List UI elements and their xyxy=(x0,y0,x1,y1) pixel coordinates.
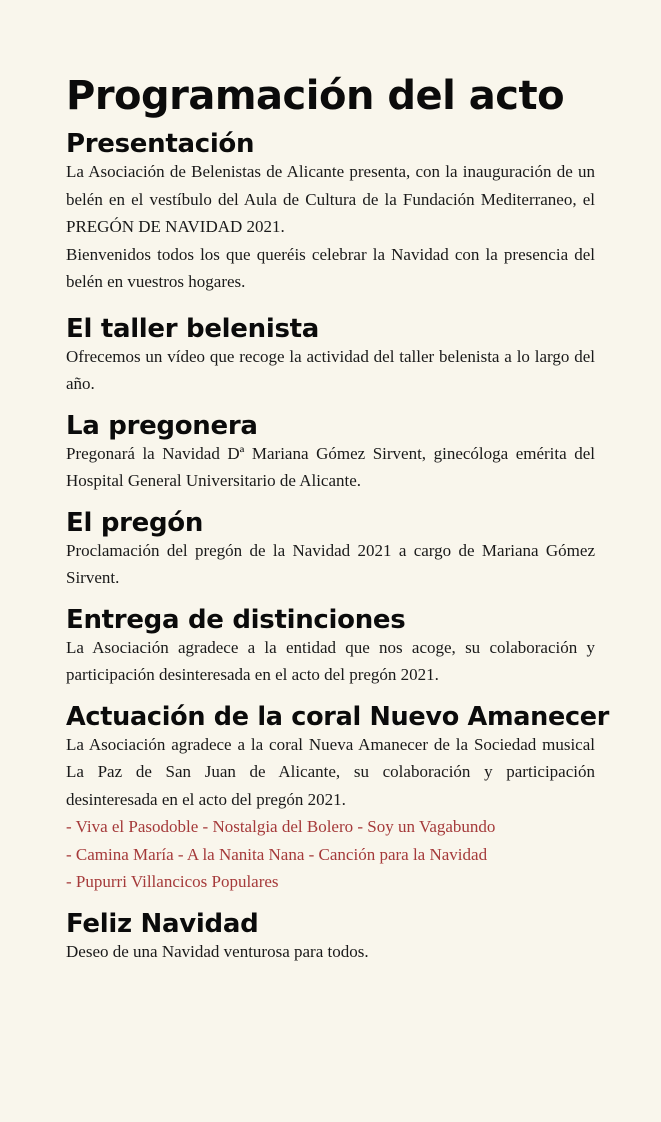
song-list-line: - Viva el Pasodoble - Nostalgia del Bolero - Soy un Vagabundo xyxy=(66,817,496,836)
section-heading: La pregonera xyxy=(66,410,258,441)
section-presentacion xyxy=(66,130,595,296)
section-paragraph: Ofrecemos un vídeo que recoge la actividad del taller belenista a lo largo del año. xyxy=(66,346,595,393)
section-paragraph: Pregonará la Navidad Dª Mariana Gómez Sirvent, ginecóloga emérita del Hospital General Universitario de Alicante. xyxy=(66,443,595,490)
song-list-line: - Pupurri Villancicos Populares xyxy=(66,872,279,891)
section-feliz-navidad xyxy=(66,910,595,966)
section-pregonera xyxy=(66,412,595,495)
section-heading: Entrega de distinciones xyxy=(66,604,406,635)
section-paragraph: Bienvenidos todos los que queréis celebrar la Navidad con la presencia del belén en vuestros hogares. xyxy=(66,244,595,291)
section-paragraph: La Asociación agradece a la coral Nueva Amanecer de la Sociedad musical La Paz de San Juan de Alicante, su colaboración y participación desinteresada en el acto del pregón 2021. xyxy=(66,734,595,809)
section-paragraph: Deseo de una Navidad venturosa para todos. xyxy=(66,941,369,961)
section-heading: El pregón xyxy=(66,507,204,538)
section-taller-belenista xyxy=(66,315,595,398)
section-paragraph: La Asociación de Belenistas de Alicante presenta, con la inauguración de un belén en el vestíbulo del Aula de Cultura de la Fundación Mediterraneo, el PREGÓN DE NAVIDAD 2021. xyxy=(66,162,595,236)
section-actuacion-coral xyxy=(66,701,610,896)
page-title: Programación del acto xyxy=(66,73,565,119)
section-pregon xyxy=(66,509,595,592)
song-list-line: - Camina María - A la Nanita Nana - Canción para la Navidad xyxy=(66,844,488,864)
section-heading: Feliz Navidad xyxy=(66,908,259,939)
program-page xyxy=(66,68,610,965)
section-paragraph: La Asociación agradece a la entidad que nos acoge, su colaboración y participación desinteresada en el acto del pregón 2021. xyxy=(66,637,595,684)
section-entrega-distinciones xyxy=(66,606,595,689)
section-paragraph: Proclamación del pregón de la Navidad 2021 a cargo de Mariana Gómez Sirvent. xyxy=(66,540,595,587)
section-heading: El taller belenista xyxy=(66,313,319,344)
section-heading: Presentación xyxy=(66,129,255,159)
section-heading: Actuación de la coral Nuevo Amanecer xyxy=(66,701,610,732)
